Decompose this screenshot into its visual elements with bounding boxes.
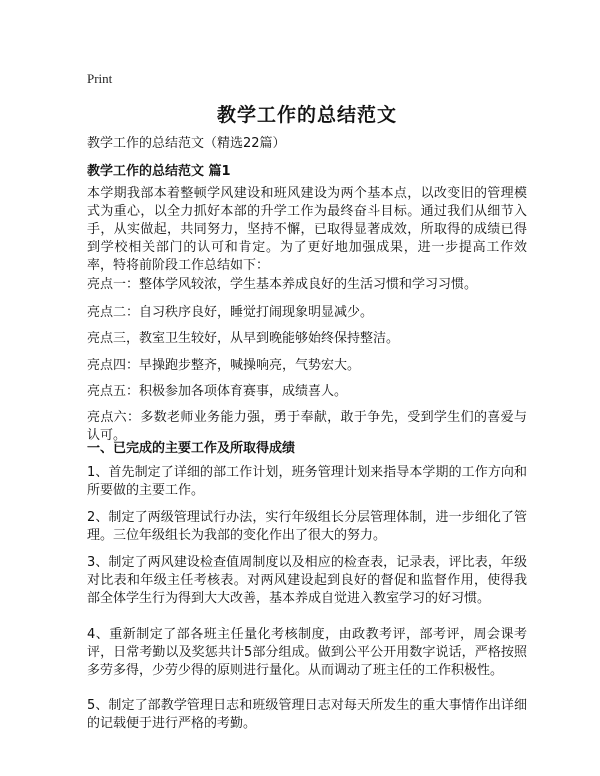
list-item-5: 5、制定了部教学管理日志和班级管理日志对每天所发生的重大事情作出详细的记载便于进行严格的考勤。	[87, 698, 527, 731]
list-item-3: 3、制定了两风建设检查值周制度以及相应的检查表，记录表，评比表，年级对比表和年级主任考核表。对两风建设起到良好的督促和监督作用，使得我部全体学生行为得到大大改善，基本养成自觉进入教室学习的好习惯。	[87, 555, 527, 606]
print-link[interactable]: Print	[87, 71, 113, 86]
list-item-2: 2、制定了两级管理试行办法，实行年级组长分层管理体制，进一步细化了管理。三位年级组长为我部的变化作出了很大的努力。	[87, 510, 527, 543]
highlight-2: 亮点二：自习秩序良好，睡觉打闹现象明显减少。	[87, 305, 374, 320]
highlight-3: 亮点三，教室卫生较好，从早到晚能够始终保持整洁。	[87, 331, 400, 346]
list-item-4: 4、重新制定了部各班主任量化考核制度，由政教考评，部考评，周会课考评，日常考勤以及奖惩共计5部分组成。做到公平公开用数字说话，严格按照多劳多得，少劳少得的原则进行量化。从而调动了班主任的工作积极性。	[87, 627, 527, 678]
list-item-1: 1、首先制定了详细的部工作计划，班务管理计划来指导本学期的工作方向和所要做的主要工作。	[87, 465, 527, 498]
highlight-6: 亮点六：多数老师业务能力强，勇于奉献，敢于争先，受到学生们的喜爱与认可。	[87, 410, 527, 443]
highlight-4: 亮点四：早操跑步整齐，喊操响亮，气势宏大。	[87, 358, 361, 373]
section-heading-1: 教学工作的总结范文 篇1	[87, 164, 231, 179]
document-title: 教学工作的总结范文	[216, 104, 397, 126]
highlight-1: 亮点一：整体学风较浓，学生基本养成良好的生活习惯和学习习惯。	[87, 277, 478, 292]
document-subtitle: 教学工作的总结范文（精选22篇）	[87, 136, 286, 151]
intro-paragraph: 本学期我部本着整顿学风建设和班风建设为两个基本点，以改变旧的管理模式为重心，以全力抓好本部的升学工作为最终奋斗目标。通过我们从细节入手，从实做起，共同努力，坚持不懈，已取得显著成效，所取得的成绩已得到学校相关部门的认可和肯定。为了更好地加强成果，进一步提高工作效率，特将前阶段工作总结如下：	[87, 186, 527, 273]
highlight-5: 亮点五：积极参加各项体育赛事，成绩喜人。	[87, 384, 348, 399]
section-heading-2: 一、已完成的主要工作及所取得成绩	[87, 441, 296, 456]
